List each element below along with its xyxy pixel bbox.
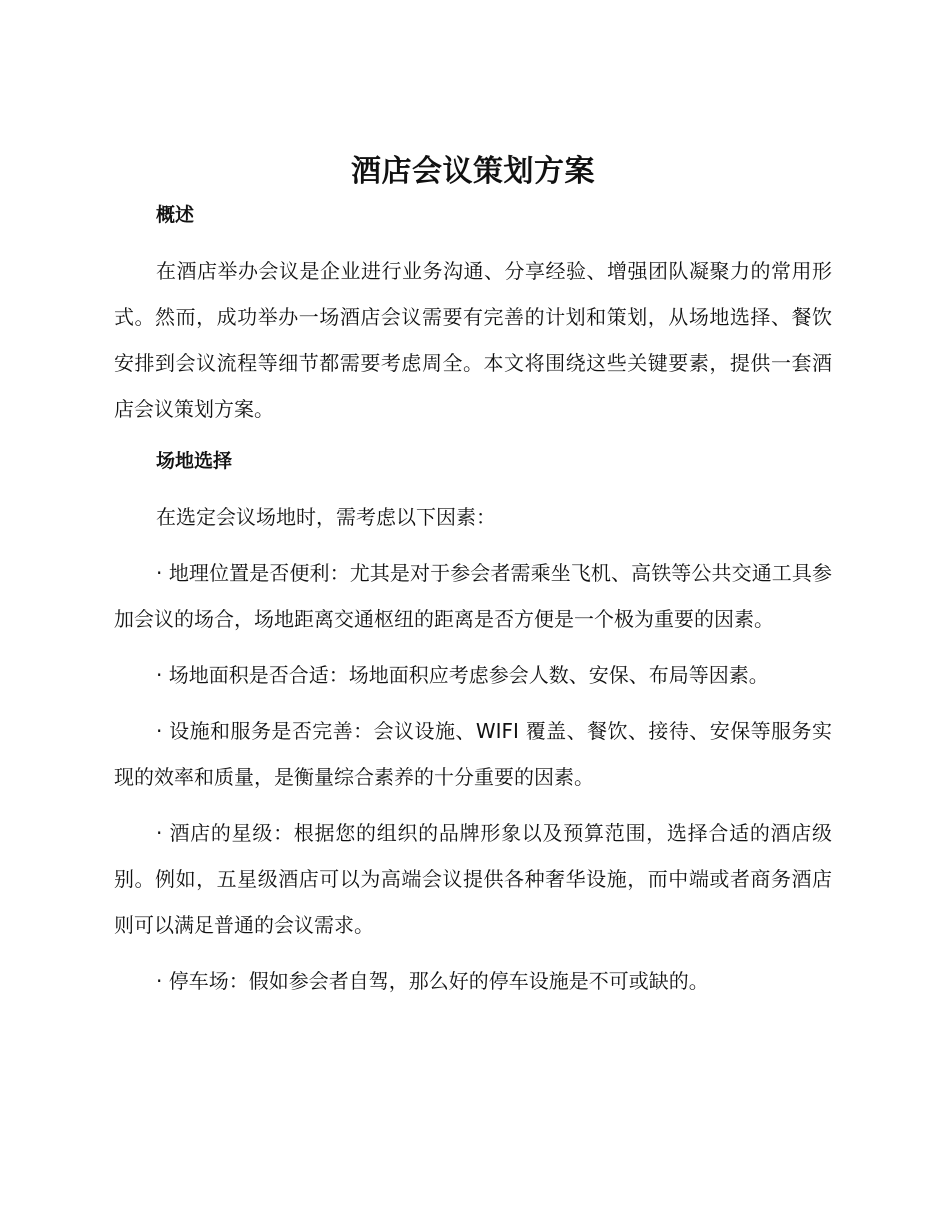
overview-paragraph: 在酒店举办会议是企业进行业务沟通、分享经验、增强团队凝聚力的常用形式。然而，成功举办一场酒店会议需要有完善的计划和策划，从场地选择、餐饮安排到会议流程等细节都需要考虑周全。本文将围绕这些关键要素，提供一套酒店会议策划方案。	[114, 259, 832, 421]
section-venue-selection	[114, 446, 832, 1004]
section-heading-venue-selection: 场地选择	[156, 450, 233, 472]
venue-bullet-star-rating: · 酒店的星级：根据您的组织的品牌形象以及预算范围，选择合适的酒店级别。例如，五星级酒店可以为高端会议提供各种奢华设施，而中端或者商务酒店则可以满足普通的会议需求。	[114, 821, 832, 937]
venue-bullet-facilities: · 设施和服务是否完善：会议设施、WIFI 覆盖、餐饮、接待、安保等服务实现的效率和质量，是衡量综合素养的十分重要的因素。	[114, 719, 832, 789]
document-title: 酒店会议策划方案	[351, 154, 595, 189]
document-page	[114, 150, 832, 1014]
venue-bullet-area: · 场地面积是否合适：场地面积应考虑参会人数、安保、布局等因素。	[156, 663, 769, 687]
section-heading-overview: 概述	[156, 204, 195, 226]
section-overview	[114, 200, 832, 432]
venue-intro-paragraph: 在选定会议场地时，需考虑以下因素：	[156, 505, 496, 529]
venue-bullet-location: · 地理位置是否便利：尤其是对于参会者需乘坐飞机、高铁等公共交通工具参加会议的场合，场地距离交通枢纽的距离是否方便是一个极为重要的因素。	[114, 561, 832, 631]
venue-bullet-parking: · 停车场：假如参会者自驾，那么好的停车设施是不可或缺的。	[156, 969, 709, 993]
